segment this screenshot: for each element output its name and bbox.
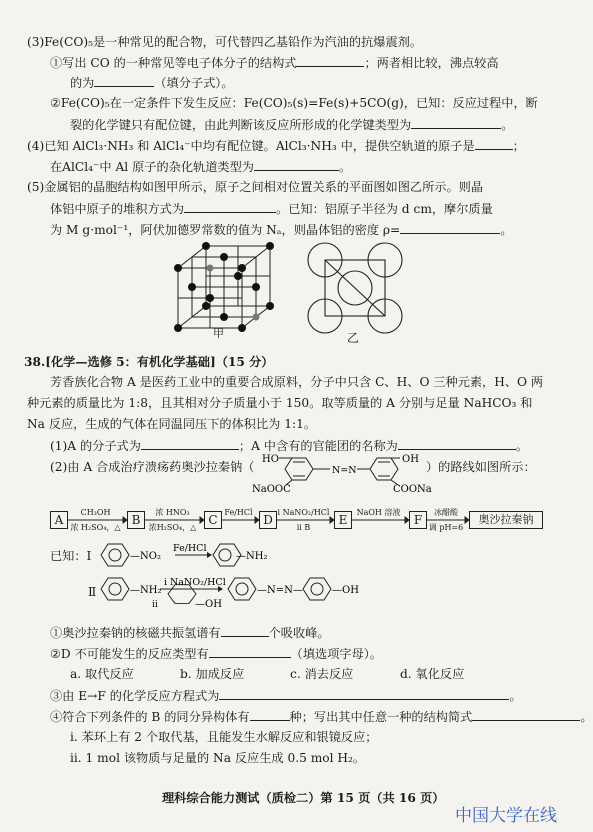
q38-sub2-intro-end: ）的路线如图所示：	[426, 460, 536, 474]
known-reaction-2	[100, 572, 400, 616]
option-b: b. 加成反应	[180, 667, 245, 681]
known2-oh: —OH	[332, 585, 359, 596]
mol-naooc-label: NaOOC	[252, 484, 291, 495]
q38-q1: ①奥沙拉秦钠的核磁共振氢谱有 个吸收峰。	[50, 626, 330, 640]
known2-reagent-i: i NaNO₂/HCl	[164, 577, 226, 588]
route-box-b: B	[127, 511, 145, 529]
q38-q2: ②D 不可能发生的反应类型有 （填选项字母）。	[50, 647, 383, 661]
page-footer: 理科综合能力测试（质检二）第 15 页（共 16 页）	[162, 791, 445, 805]
route-reagent-bottom-6: 调 pH=6	[428, 523, 464, 532]
q37-3-2-line: ②Fe(CO)₅在一定条件下发生反应：Fe(CO)₅(s)=Fe(s)+5CO(g)，已知：反应过程中，断	[50, 96, 538, 110]
route-box-e: E	[334, 511, 352, 529]
mol-nn-label: N=N	[332, 465, 357, 476]
q37-part4: (4)已知 AlCl₃·NH₃ 和 AlCl₄⁻中均有配位键。AlCl₃·NH₃ 中，提供空轨道的原子是 ；	[27, 139, 525, 153]
q38-title: 38.[化学—选修 5：有机化学基础]（15 分）	[24, 355, 274, 369]
condition-1: i. 苯环上有 2 个取代基，且能发生水解反应和银镜反应；	[70, 730, 378, 744]
q37-part5-line3: 为 M g·mol⁻¹，阿伏加德罗常数的值为 Nₐ，则晶体铝的密度 ρ= 。	[50, 223, 513, 237]
route-box-product: 奥沙拉秦钠	[469, 511, 543, 529]
option-c: c. 消去反应	[290, 667, 354, 681]
route-reagent-top-4: i NaNO₂/HCl	[277, 508, 330, 517]
route-reagent-top-6: 冰醋酸	[434, 508, 458, 517]
known2-nh2: —NH₂	[130, 585, 162, 596]
q37-part4-line2: 在AlCl₄⁻中 Al 原子的杂化轨道类型为 。	[50, 160, 352, 174]
route-box-d: D	[259, 511, 277, 529]
answer-blank[interactable]	[250, 708, 290, 721]
answer-blank[interactable]	[219, 687, 509, 700]
q38-q4: ④符合下列条件的 B 的同分异构体有 种；写出其中任意一种的结构简式 。	[50, 710, 593, 724]
q38-q3: ③由 E→F 的化学反应方程式为 。	[50, 689, 522, 703]
route-box-f: F	[409, 511, 427, 529]
known1-no2: —NO₂	[130, 551, 161, 562]
answer-blank[interactable]	[472, 708, 580, 721]
fig-label-jia: 甲	[213, 327, 224, 340]
q37-part5-line2: 体铝中原子的堆积方式为 。已知：铝原子半径为 d cm，摩尔质量	[50, 202, 493, 216]
known2-reagent-ii: ii	[152, 600, 158, 610]
q37-3-2-line2: 裂的化学键只有配位键，由此判断该反应所形成的化学键类型为 。	[70, 118, 514, 132]
route-reagent-bottom-4: ii B	[296, 523, 311, 532]
known1-nh2: —NH₂	[236, 551, 268, 562]
known2-oh-below: —OH	[195, 599, 222, 610]
fig-label-yi: 乙	[347, 331, 360, 345]
route-box-c: C	[204, 511, 222, 529]
route-reagent-bottom-2: 浓H₂SO₄，△	[148, 523, 197, 532]
known-reaction-1	[100, 540, 275, 570]
q37-3-1-line2: 的为 （填分子式）。	[70, 76, 234, 90]
watermark: 中国大学在线	[455, 806, 557, 826]
q37-part3: (3)Fe(CO)₅是一种常见的配合物，可代替四乙基铅作为汽油的抗爆震剂。	[27, 35, 423, 49]
q38-para1: 芳香族化合物 A 是医药工业中的重要合成原料，分子中只含 C、H、O 三种元素，H、O 两	[50, 375, 544, 389]
known-label: 已知：Ⅰ	[50, 549, 92, 563]
route-reagent-bottom-1: 浓 H₂SO₄，△	[70, 523, 121, 532]
known2-label: Ⅱ	[88, 585, 97, 599]
option-d: d. 氧化反应	[400, 667, 465, 681]
route-reagent-top-1: CH₃OH	[80, 508, 111, 517]
q38-para2: 种元素的质量比为 1:8，且其相对分子质量小于 150。取等质量的 A 分别与足量 NaHCO₃ 和	[27, 396, 533, 410]
option-a: a. 取代反应	[70, 667, 134, 681]
q37-3-1-line: ①写出 CO 的一种常见等电子体分子的结构式 ；两者相比较，沸点较高	[50, 56, 499, 70]
known2-nn: —N=N—	[257, 585, 303, 596]
route-reagent-top-2: 浓 HNO₃	[155, 508, 190, 517]
q38-sub2-intro: (2)由 A 合成治疗溃疡药奥沙拉秦钠（	[50, 460, 255, 474]
q38-para3: Na 反应，生成的气体在同温同压下的体积比为 1:1。	[27, 417, 317, 431]
q38-sub1: (1)A 的分子式为 ；A 中含有的官能团的名称为 。	[50, 439, 529, 453]
mol-oh-label: OH	[402, 454, 419, 465]
condition-2: ii. 1 mol 该物质与足量的 Na 反应生成 0.5 mol H₂。	[70, 751, 366, 765]
answer-blank[interactable]	[221, 624, 269, 637]
answer-blank[interactable]	[209, 645, 291, 658]
route-reagent-top-3: Fe/HCl	[224, 508, 253, 517]
mol-ho-label: HO	[262, 454, 279, 465]
known1-reagent: Fe/HCl	[173, 543, 207, 554]
mol-coona-label: COONa	[393, 484, 432, 495]
q37-part5: (5)金属铝的晶胞结构如图甲所示，原子之间相对位置关系的平面图如图乙所示。则晶	[27, 180, 484, 194]
route-reagent-top-5: NaOH 溶液	[356, 508, 401, 517]
route-box-a: A	[50, 511, 68, 529]
